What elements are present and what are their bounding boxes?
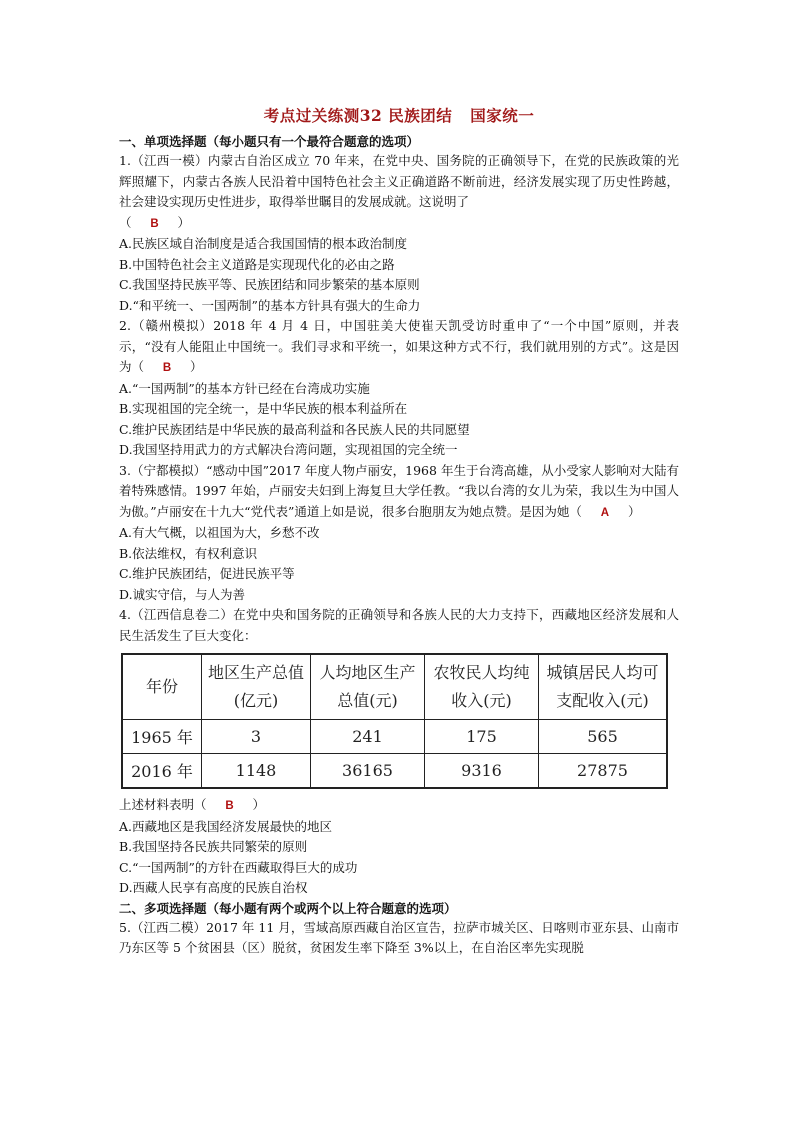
question-4-option-c: C.“一国两制”的方针在西藏取得巨大的成功 — [119, 859, 358, 875]
question-3-stem-text: 3.（宁都模拟）“感动中国”2017 年度人物卢丽安，1968 年生于台湾高雄，从小受家人影响对大陆有着特殊感情。1997 年始，卢丽安夫妇到上海复旦大学任教。“我以台湾的女儿为荣，我以生为中国人为傲。”卢丽安在十九大“党代表”通道上如是说，很多台胞朋友为她点赞。是因为她（ — [119, 462, 679, 519]
question-1-stem: 1.（江西一模）内蒙古自治区成立 70 年来，在党中央、国务院的正确领导下，在党的民族政策的光辉照耀下，内蒙古各族人民沿着中国特色社会主义正确道路不断前进，经济发展实现了历史性跨越，社会建设实现历史性进步，取得举世瞩目的发展成就。这说明了 — [119, 153, 679, 209]
question-3-option-a: A.有大气概，以祖国为大，乡愁不改 — [119, 525, 320, 540]
answer-mark: A — [600, 506, 610, 519]
question-4 — [119, 605, 679, 899]
question-2-option-a: A.“一国两制”的基本方针已经在台湾成功实施 — [119, 380, 370, 396]
question-2-option-c: C.维护民族团结是中华民族的最高利益和各民族人民的共同愿望 — [119, 421, 470, 437]
paren-close: ） — [627, 503, 641, 519]
table-header-cell: 城镇居民人均可支配收入(元) — [539, 654, 668, 720]
paren-open: （ — [119, 214, 132, 230]
question-3 — [119, 461, 679, 606]
question-2 — [119, 316, 679, 461]
question-1-answer-line — [119, 213, 679, 235]
question-2-option-d: D.我国坚持用武力的方式解决台湾问题，实现祖国的完全统一 — [119, 442, 458, 457]
tibet-data-table — [121, 653, 668, 789]
question-5 — [119, 918, 679, 959]
table-cell: 1965 年 — [122, 720, 202, 754]
title-sub: 国家统一 — [470, 106, 535, 125]
question-3-stem — [119, 461, 679, 524]
table-cell: 9316 — [425, 754, 539, 789]
table-header-cell: 年份 — [122, 654, 202, 720]
question-1-option-a: A.民族区域自治制度是适合我国国情的根本政治制度 — [119, 236, 408, 251]
question-4-option-d: D.西藏人民享有高度的民族自治权 — [119, 880, 308, 895]
question-3-option-d: D.诚实守信，与人为善 — [119, 586, 246, 602]
answer-mark: B — [150, 217, 159, 230]
table-cell: 241 — [311, 720, 425, 754]
question-2-stem-text: 2.（赣州模拟）2018 年 4 月 4 日，中国驻美大使崔天凯受访时重申了“一个中国”原则，并表示，“没有人能阻止中国统一。我们寻求和平统一，如果这种方式不行，我们就用别的方式”。这是因为（ — [119, 318, 679, 374]
question-4-prompt — [119, 795, 679, 817]
table-header-cell: 人均地区生产总值(元) — [311, 654, 425, 720]
title-main: 考点过关练测32 民族团结 — [263, 106, 453, 125]
question-5-stem: 5.（江西二模）2017 年 11 月，雪域高原西藏自治区宣告，拉萨市城关区、日喀则市亚东县、山南市乃东区等 5 个贫困县（区）脱贫，贫困发生率下降至 3%以上，在自治区率先实现脱 — [119, 919, 679, 955]
section-heading-multiple-choice: 二、多项选择题（每小题有两个或两个以上符合题意的选项） — [119, 900, 457, 916]
paren-close: ） — [177, 214, 191, 230]
paren-close: ） — [252, 797, 266, 812]
table-cell: 36165 — [311, 754, 425, 789]
page-title — [119, 104, 679, 126]
question-1-option-b: B.中国特色社会主义道路是实现现代化的必由之路 — [119, 256, 395, 272]
table-header-cell: 地区生产总值(亿元) — [202, 654, 311, 720]
table-row — [122, 720, 667, 754]
table-cell: 175 — [425, 720, 539, 754]
table-header-row — [122, 654, 667, 720]
question-4-option-b: B.我国坚持各民族共同繁荣的原则 — [119, 839, 308, 854]
document-page — [119, 104, 679, 959]
table-cell: 2016 年 — [122, 754, 202, 789]
question-1-option-d: D.“和平统一、一国两制”的基本方针具有强大的生命力 — [119, 297, 421, 313]
answer-mark: B — [162, 362, 172, 374]
answer-mark: B — [225, 800, 234, 812]
question-4-option-a: A.西藏地区是我国经济发展最快的地区 — [119, 818, 333, 834]
table-cell: 3 — [202, 720, 311, 754]
table-header-cell: 农牧民人均纯收入(元) — [425, 654, 539, 720]
table-row — [122, 754, 667, 789]
table-cell: 1148 — [202, 754, 311, 789]
question-2-option-b: B.实现祖国的完全统一，是中华民族的根本利益所在 — [119, 401, 408, 416]
table-cell: 565 — [539, 720, 668, 754]
question-3-option-c: C.维护民族团结，促进民族平等 — [119, 566, 295, 581]
question-1-option-c: C.我国坚持民族平等、民族团结和同步繁荣的基本原则 — [119, 277, 420, 292]
question-4-prompt-text: 上述材料表明（ — [119, 797, 207, 812]
paren-close: ） — [190, 359, 203, 374]
question-1 — [119, 151, 679, 316]
question-4-stem: 4.（江西信息卷二）在党中央和国务院的正确领导和各族人民的大力支持下，西藏地区经济发展和人民生活发生了巨大变化： — [119, 607, 679, 643]
question-3-option-b: B.依法维权，有权利意识 — [119, 545, 258, 561]
question-2-stem — [119, 316, 679, 379]
section-heading-single-choice: 一、单项选择题（每小题只有一个最符合题意的选项） — [119, 134, 420, 149]
table-cell: 27875 — [539, 754, 668, 789]
